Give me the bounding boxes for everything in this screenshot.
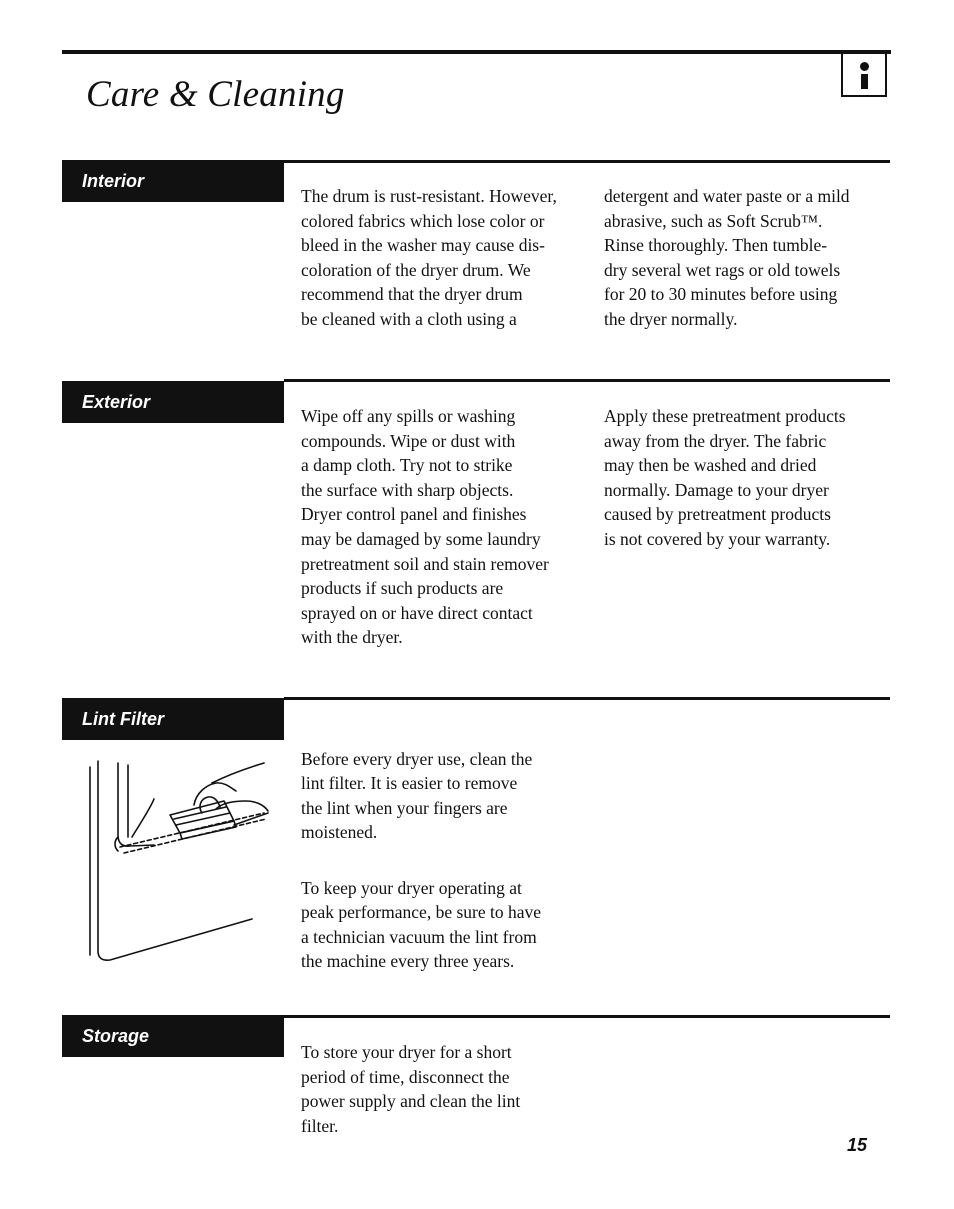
page-title: Care & Cleaning [86,74,345,115]
section-heading-storage: Storage [62,1015,284,1057]
exterior-text-col2: Apply these pretreatment products away from the dryer. The fabric may then be washed and dried normally. Damage to your dryer caused by pretreatment products is not covered by your warranty. [604,406,846,549]
section-rule-interior [284,160,890,163]
exterior-text-col1: Wipe off any spills or washing compounds. Wipe or dust with a damp cloth. Try not to strike the surface with sharp objects. Dryer control panel and finishes may be damaged by some laundry pretreatment soil and stain remover products if such products are sprayed on or have direct contact with the dryer. [301,406,549,648]
interior-text-col2: detergent and water paste or a mild abrasive, such as Soft Scrub™. Rinse thoroughly. Then tumble- dry several wet rags or old towels for 20 to 30 minutes before using the dryer normally. [604,186,850,329]
lint-filter-para-2: To keep your dryer operating at peak performance, be sure to have a technician vacuum the lint from the machine every three years. [301,877,542,972]
section-heading-exterior: Exterior [62,381,284,423]
storage-text: To store your dryer for a short period of time, disconnect the power supply and clean the lint filter. [301,1042,521,1136]
section-heading-lint-filter: Lint Filter [62,698,284,740]
top-rule [62,50,891,54]
section-rule-exterior [284,379,890,382]
section-rule-storage [284,1015,890,1018]
section-heading-interior: Interior [62,160,284,202]
lint-filter-para-1: Before every dryer use, clean the lint filter. It is easier to remove the lint when your fingers are moistened. [301,748,533,843]
interior-text-col1: The drum is rust-resistant. However, colored fabrics which lose color or bleed in the washer may cause dis- coloration of the dryer drum. We recommend that the dryer drum be cleaned with a cloth using a [301,186,557,329]
info-icon [841,52,887,97]
lint-filter-illustration [84,755,274,965]
page-number: 15 [847,1135,868,1155]
lint-filter-text [301,722,593,1005]
section-rule-lint-filter [284,697,890,700]
